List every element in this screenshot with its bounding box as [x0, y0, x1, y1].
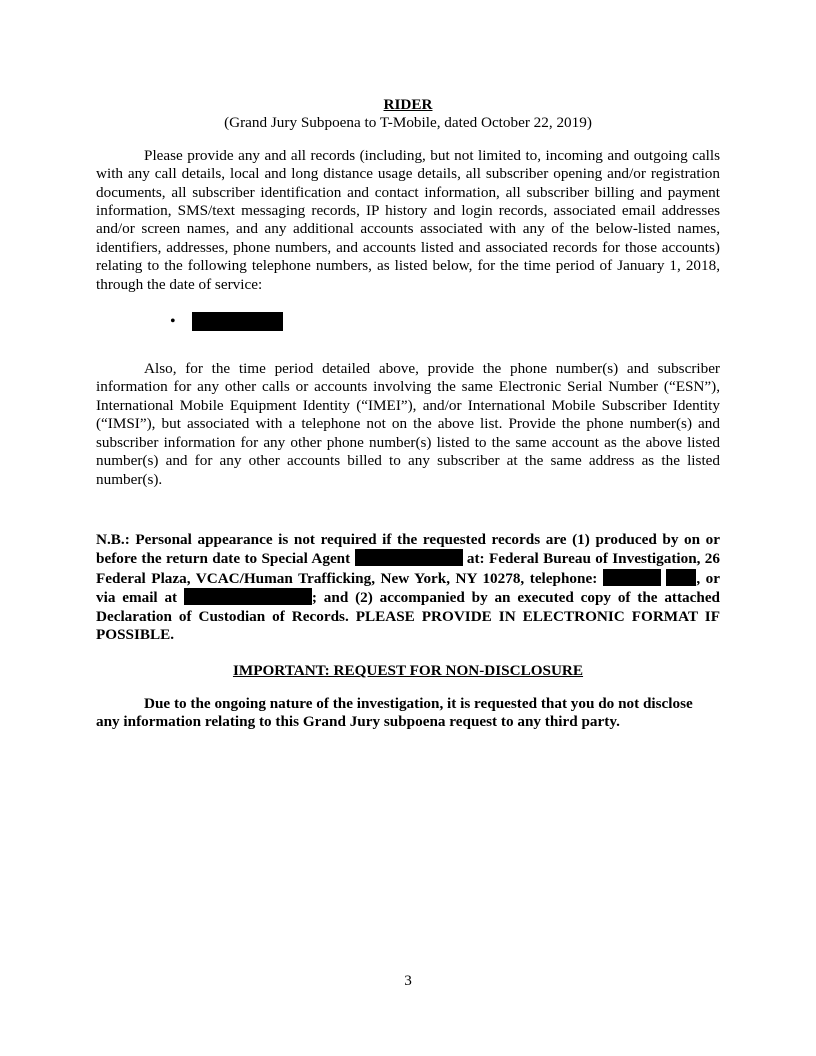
nb-text-2: at: Federal Bureau of Investigation, 26 Federal Plaza, VCAC/Human Trafficking, New York, NY 10278, telephone:: [96, 550, 720, 587]
telephone-number-list: [96, 312, 720, 332]
redacted-telephone: [603, 569, 661, 586]
rider-title: RIDER: [383, 96, 433, 113]
nb-text-3: , or via email at: [96, 569, 721, 607]
bullet-icon: •: [170, 313, 176, 331]
rider-subtitle: (Grand Jury Subpoena to T-Mobile, dated October 22, 2019): [224, 114, 592, 132]
nb-text-4: ; and (2) accompanied by an executed copy of the attached Declaration of Custodian of Records. PLEASE PROVIDE IN ELECTRONIC FORMAT IF POSSIBLE.: [96, 589, 721, 643]
page-number: 3: [404, 972, 412, 989]
records-request-paragraph: Please provide any and all records (including, but not limited to, incoming and outgoing calls with any call details, local and long distance usage details, all subscriber opening and/or registration documents, all subscriber identification and contact information, all subscriber billing and payment information, SMS/text messaging records, IP history and login records, associated email addresses and/or screen names, and any additional accounts associated with any of the below-listed names, identifiers, addresses, phone numbers, and accounts listed and associated records for those accounts) relating to the following telephone numbers, as listed below, for the time period of January 1, 2018, through the date of service:: [96, 146, 720, 293]
redacted-agent-name: [355, 549, 463, 566]
document-page: [96, 96, 720, 732]
non-disclosure-paragraph: Due to the ongoing nature of the investigation, it is requested that you do not disclose any information relating to this Grand Jury subpoena request to any third party.: [96, 694, 693, 731]
non-disclosure-heading: IMPORTANT: REQUEST FOR NON-DISCLOSURE: [232, 662, 584, 680]
nb-text-1: N.B.: Personal appearance is not required if the requested records are (1) produced by on or before the return date to Special Agent: [96, 530, 720, 568]
additional-info-paragraph: Also, for the time period detailed above, provide the phone number(s) and subscriber information for any other calls or accounts involving the same Electronic Serial Number (“ESN”), International Mobile Equipment Identity (“IMEI”), and/or International Mobile Subscriber Identity (“IMSI”), but associated with a telephone not on the above list. Provide the phone number(s) and subscriber information for any other phone number(s) listed to the same account as the above listed number(s) and for any other accounts billed to any subscriber at the same address as the listed number(s).: [96, 360, 720, 488]
list-item: [96, 312, 720, 332]
redacted-email: [184, 588, 312, 605]
redacted-telephone-continued: [666, 569, 696, 586]
redacted-phone-number: [192, 312, 283, 331]
nb-paragraph: [96, 531, 720, 644]
